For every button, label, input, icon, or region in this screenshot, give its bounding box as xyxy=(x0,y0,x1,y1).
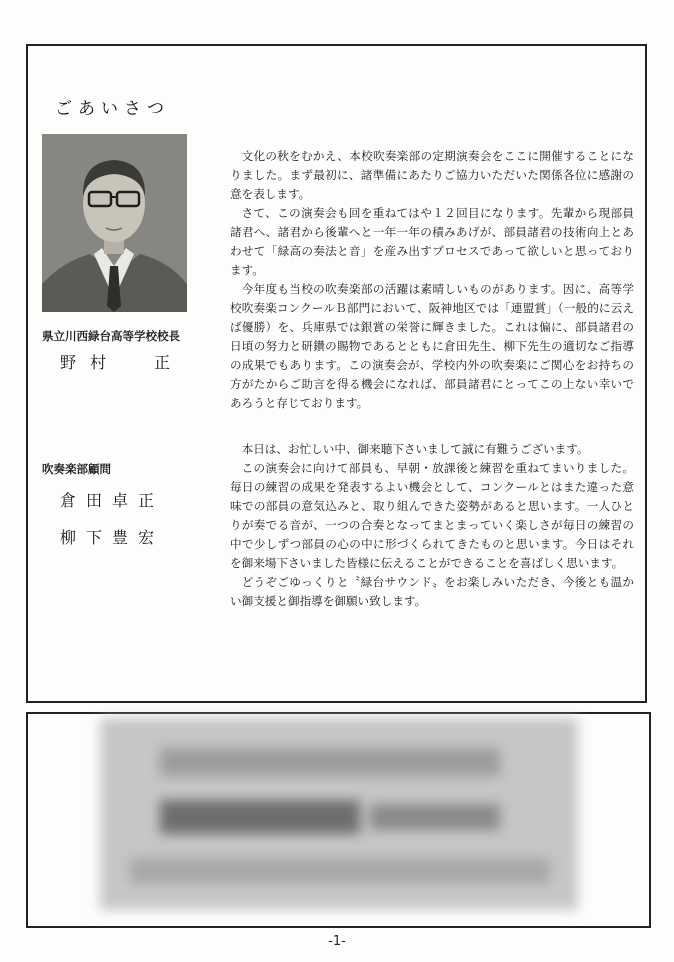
greeting-paragraph: さて、この演奏会も回を重ねてはや１２回目になります。先輩から現部員諸君へ、諸君から後輩へと一年一年の積みあげが、部員諸君の技術向上とあわせて「緑高の奏法と音」を産み出すプロセスであって欲しいと思っております。 xyxy=(230,206,634,277)
greeting-paragraph: 文化の秋をむかえ、本校吹奏楽部の定期演奏会をここに開催することになりました。まず最初に、諸準備にあたりご協力いただいた関係各位に感謝の意を表します。 xyxy=(230,149,634,201)
greeting-paragraph: 今年度も当校の吹奏楽部の活躍は素晴しいものがあります。因に、高等学校吹奏楽コンクールＢ部門において、阪神地区では「連盟賞」（一般的に云えば優勝）を、兵庫県では銀賞の栄誉に輝きました。これは偏に、部員諸君の日頃の努力と研鑽の賜物であるとともに倉田先生、柳下先生の適切なご指導の成果でもあります。この演奏会が、学校内外の吹奏楽にご関心をお持ちの方がたからご助言を得る機会になれば、部員諸君にとってこの上ない幸いであろうと存じております。 xyxy=(230,282,634,410)
greeting-text xyxy=(230,147,634,413)
advisor-name: 柳下豊宏 xyxy=(60,528,165,547)
principal-name xyxy=(60,350,184,373)
thanks-paragraph: この演奏会に向けて部員も、早朝・放課後と練習を重ねてまいりました。毎日の練習の成果を発表するよい機会として、コンクールとはまた違った意味での部員の意気込みと、取り組んできた姿勢があると思います。一人ひとりが奏でる音が、一つの合奏となってまとまっていく楽しさが毎日の練習の中で少しずつ部員の心の中に形づくられてきたものと思います。今日はそれを御来場下さいました皆様に伝えることができることを喜ばしく思います。 xyxy=(230,461,634,570)
principal-photo xyxy=(42,134,187,312)
thanks-text xyxy=(230,440,634,611)
principal-given-name: 正 xyxy=(154,353,185,372)
advisor-name: 倉田卓正 xyxy=(60,491,165,510)
page-heading: ごあいさつ xyxy=(55,99,170,119)
blurred-advertisement xyxy=(100,718,578,910)
principal-title: 県立川西緑台高等学校校長 xyxy=(42,329,180,343)
thanks-paragraph: どうぞごゆっくりと〝緑台サウンド〟をお楽しみいただき、今後とも温かい御支援と御指導を御願い致します。 xyxy=(230,575,634,608)
principal-family-name: 野村 xyxy=(60,353,121,372)
advisor-title: 吹奏楽部顧問 xyxy=(42,462,111,476)
page-number: -1- xyxy=(328,934,346,949)
thanks-paragraph: 本日は、お忙しい中、御来聴下さいまして誠に有難うございます。 xyxy=(241,442,589,456)
